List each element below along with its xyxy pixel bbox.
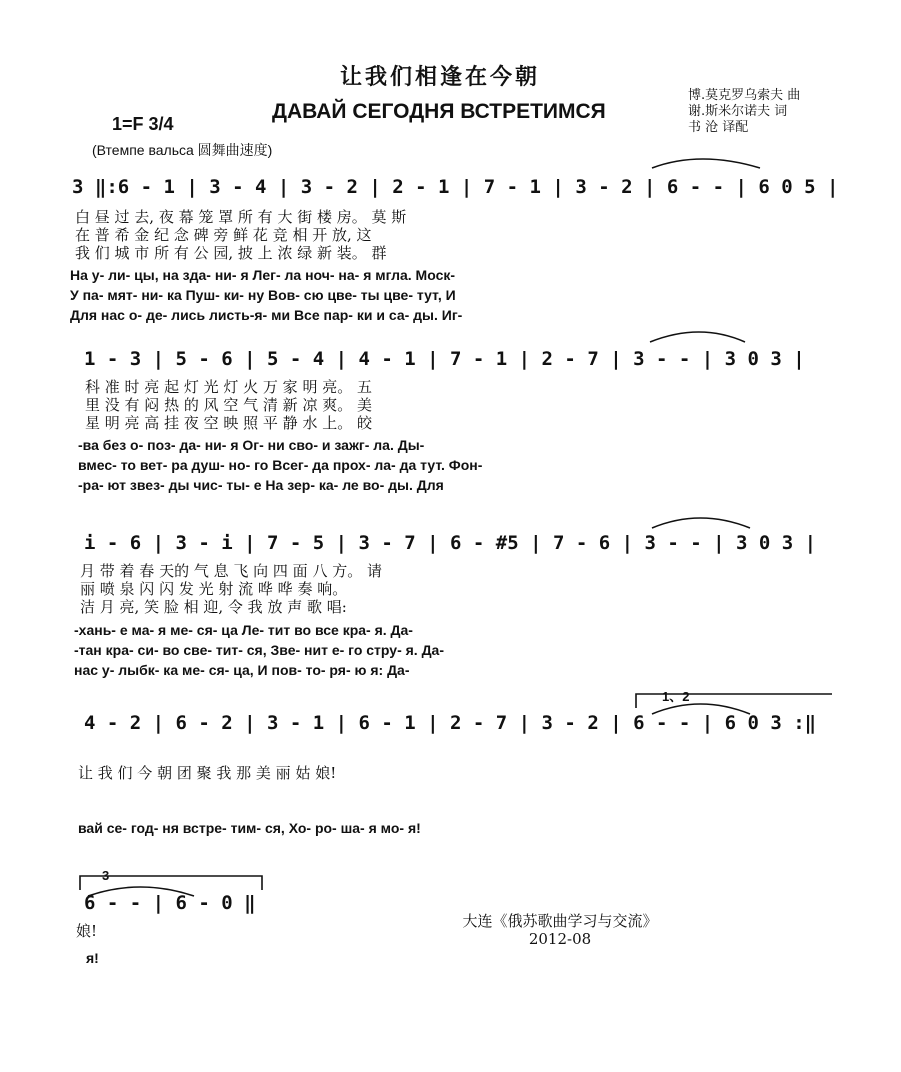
lyrics-cn-2-verse-3: 星 明 亮 高 挂 夜 空 映 照 平 静 水 上。 皎 xyxy=(85,414,372,432)
lyrics-ru-3-verse-2: -тан кра- си- во све- тит- ся, Зве- нит е- го стру- я. Да- xyxy=(74,642,444,658)
notation-line-4: 4 - 2 | 6 - 2 | 3 - 1 | 6 - 1 | 2 - 7 | 3 - 2 | 6 - - | 6 0 3 :‖ xyxy=(84,712,817,734)
lyrics-cn-1-verse-3: 我 们 城 市 所 有 公 园, 披 上 浓 绿 新 装。 群 xyxy=(75,244,387,262)
tie-arc xyxy=(652,704,750,714)
lyrics-ru-2-verse-2: вмес- то вет- ра душ- но- го Всег- да прох- ла- да тут. Фон- xyxy=(78,457,483,473)
credit-composer: 博.莫克罗乌索夫 曲 xyxy=(688,88,801,103)
lyrics-cn-2-verse-1: 科 准 时 亮 起 灯 光 灯 火 万 家 明 亮。 五 xyxy=(85,378,372,396)
lyrics-ru-3-verse-3: нас у- лыбк- ка ме- ся- ца, И пов- то- ря- ю я: Да- xyxy=(74,662,410,678)
volta-bracket-label-1: 1、2 xyxy=(662,689,690,704)
credit-translator: 书 沧 译配 xyxy=(688,120,749,135)
tie-arc xyxy=(652,159,760,168)
lyrics-cn-3-verse-2: 丽 喷 泉 闪 闪 发 光 射 流 哗 哗 奏 响。 xyxy=(80,580,348,598)
notation-line-3: i - 6 | 3 - i | 7 - 5 | 3 - 7 | 6 - #5 | 7 - 6 | 3 - - | 3 0 3 | xyxy=(84,532,817,554)
lyrics-ru-2-verse-1: -ва без о- поз- да- ни- я Ог- ни сво- и зажг- ла. Ды- xyxy=(78,437,425,453)
key-signature: 1=F 3/4 xyxy=(112,114,174,134)
notation-line-1: 3 ‖:6 - 1 | 3 - 4 | 3 - 2 | 2 - 1 | 7 - 1 | 3 - 2 | 6 - - | 6 0 5 | xyxy=(72,176,839,198)
footer-source: 大连《俄苏歌曲学习与交流》 xyxy=(462,912,658,930)
tempo-marking: (Втемпе вальса 圆舞曲速度) xyxy=(92,142,273,158)
credit-lyricist: 谢.斯米尔诺夫 词 xyxy=(688,104,788,119)
lyrics-cn-3-verse-3: 洁 月 亮, 笑 脸 相 迎, 令 我 放 声 歌 唱: xyxy=(80,598,347,616)
tie-arc xyxy=(652,518,750,528)
lyrics-ru-1-verse-2: У па- мят- ни- ка Пуш- ки- ну Вов- сю цве- ты цве- тут, И xyxy=(70,287,456,303)
lyrics-cn-2-verse-2: 里 没 有 闷 热 的 风 空 气 清 新 凉 爽。 美 xyxy=(85,396,372,414)
title-russian: ДАВАЙ СЕГОДНЯ ВСТРЕТИМСЯ xyxy=(272,100,606,123)
volta-bracket-line xyxy=(80,876,262,890)
footer-date: 2012-08 xyxy=(528,930,592,948)
title-chinese: 让我们相逢在今朝 xyxy=(340,64,541,90)
volta-bracket-line xyxy=(636,694,832,708)
lyrics-ru-1-verse-3: Для нас о- де- лись листь-я- ми Все пар- ки и са- ды. Иг- xyxy=(70,307,463,323)
lyrics-cn-4: 让 我 们 今 朝 团 聚 我 那 美 丽 姑 娘! xyxy=(78,764,337,782)
lyrics-cn-3-verse-1: 月 带 着 春 天的 气 息 飞 向 四 面 八 方。 请 xyxy=(80,562,382,580)
lyrics-ru-3-verse-1: -хань- е ма- я ме- ся- ца Ле- тит во все кра- я. Да- xyxy=(74,622,413,638)
notation-line-2: 1 - 3 | 5 - 6 | 5 - 4 | 4 - 1 | 7 - 1 | 2 - 7 | 3 - - | 3 0 3 | xyxy=(84,348,805,370)
lyrics-ru-1-verse-1: На у- ли- цы, на зда- ни- я Лег- ла ноч- на- я мгла. Моск- xyxy=(70,267,456,283)
notation-line-5: 6 - - | 6 - 0 ‖ xyxy=(84,892,256,914)
lyrics-ru-5: я! xyxy=(86,950,99,966)
volta-bracket-label-2: 3 xyxy=(102,868,110,883)
lyrics-cn-1-verse-1: 白 昼 过 去, 夜 幕 笼 罩 所 有 大 街 楼 房。 莫 斯 xyxy=(75,208,407,226)
lyrics-ru-4: вай се- год- ня встре- тим- ся, Хо- ро- ша- я мо- я! xyxy=(78,820,421,836)
tie-arc xyxy=(88,887,194,896)
lyrics-cn-1-verse-2: 在 普 希 金 纪 念 碑 旁 鲜 花 竞 相 开 放, 这 xyxy=(75,226,372,244)
tie-arc xyxy=(650,332,745,342)
lyrics-cn-5: 娘! xyxy=(76,922,98,940)
lyrics-ru-2-verse-3: -ра- ют звез- ды чис- ты- е На зер- ка- ле во- ды. Для xyxy=(78,477,444,493)
